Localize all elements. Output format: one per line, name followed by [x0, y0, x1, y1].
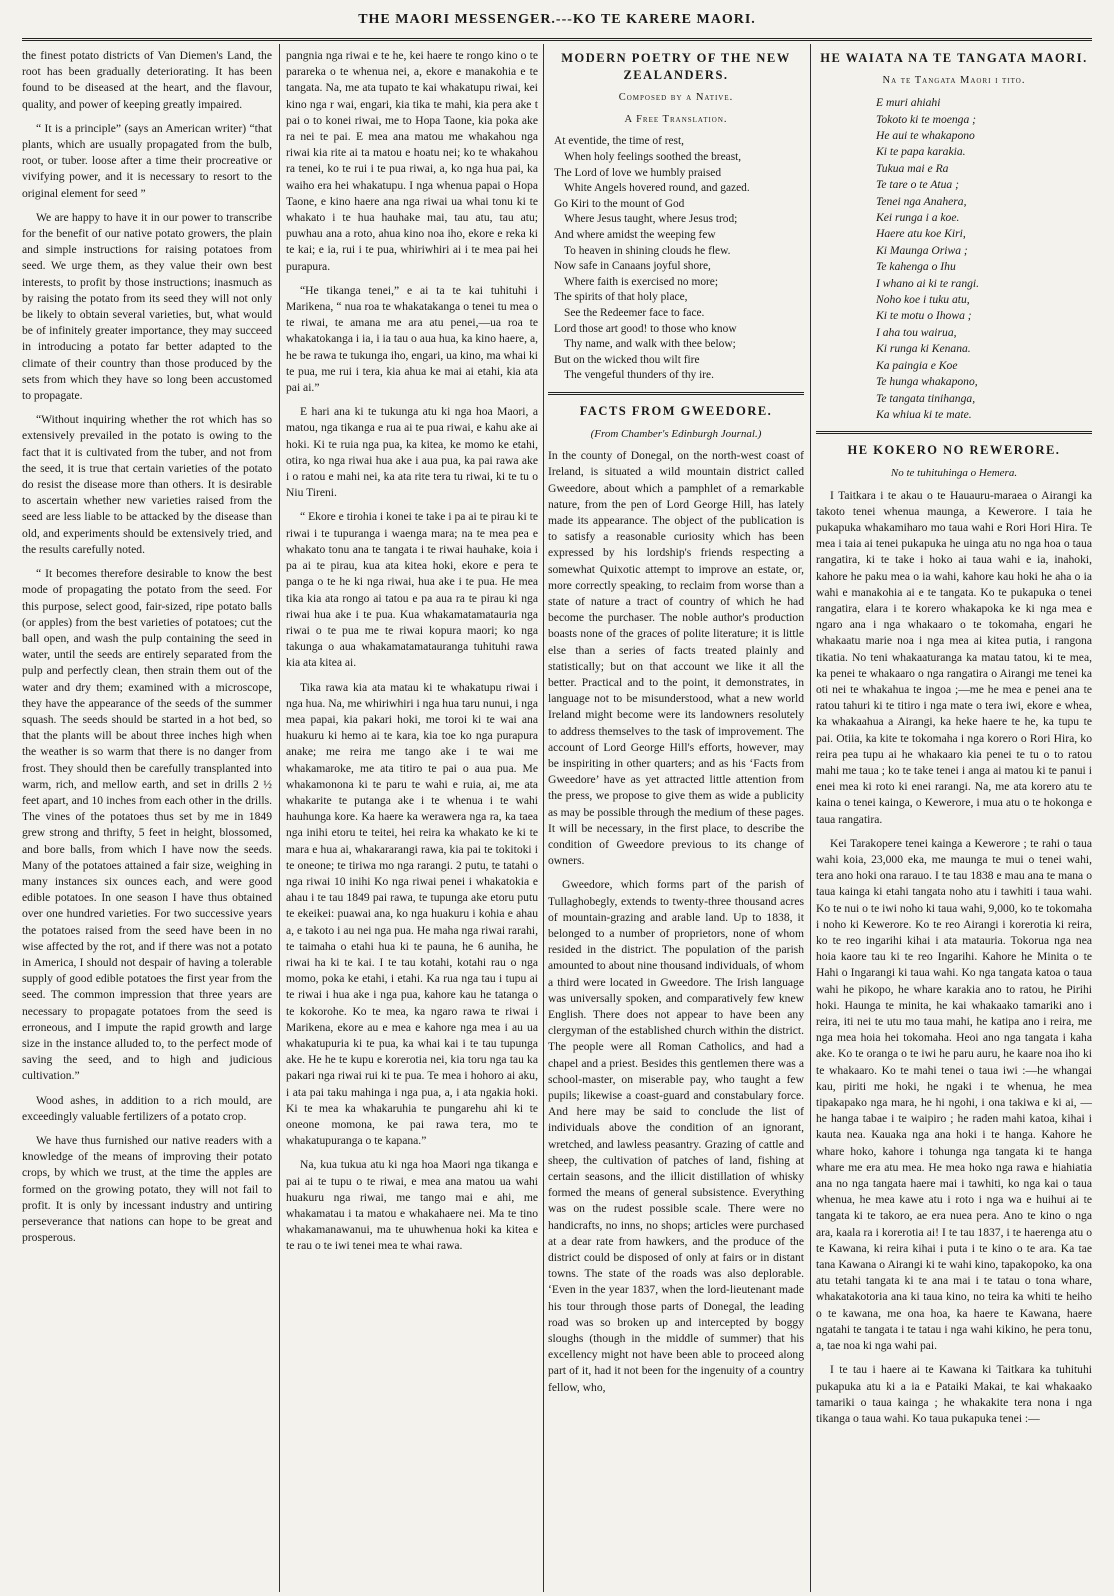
paragraph: Tika rawa kia ata matau ki te whakatupu riwai i nga hua. Na, me whiriwhiri i nga hua taru nunui, i nga mea papai, kia pakari hoki, me toroi ki te wai ana huakuru ki hemo ai te kara, kia toe ko nga purapura anake; me reira me tango ake i te wai me whakamaroke, me ata titiro te pai o aua pua. Me whakamonona ki te paru te wahi e ruia, ai, me ata whakarite te putanga ake i te whenua i te wahi hauhunga kore. Ka haere ka werawera nga ra, ka taea nga inihi etoru te teitei, hei reira ka whakato ke ki te mara e hua ai, whakararangi rawa, kia pai te tokitoki i te oneone; te tiriwa mo nga rarangi. 2 putu, te tatahi o nga riwai 10 inihi Ko nga riwai penei i whakatokia e ahau i te tau 1849 pai rawa, te tupunga ake etoru putu te ekeikei: puawai ana, ko nga huakuru i kohia e ahau a, e takoto i au nei nga pua. He maha nga riwai rarahi, te taimaha o etahi hua ki te pauna, he 6 auniha, he riwai ha ki te kai. I te tau kotahi, kotahi rau o nga momo, poka ke etahi, i etahi. Ka rua nga tau i tupu ai te riwai i hua ake i nga pua, kahore kau he tatanga o te kokorohe. Ko te mea, ka ngaro rawa te riwai i Marikena, ekore au e mea e kahore nga mea i au ua whakatupuria ki te pua, ka whai kai i te tau tupunga ake. He he te kupu e korerotia nei, kia toru nga tau ka pakari nga riwai rui ki te pua. Te mea i hohoro ai aku, i ata pai taku mahinga i nga pua, a, i ata ngakia hoki. Ki te mea ka whakaruhia te pungarehu ahi ki te oneone momona, ke pai rawa tera, mo te whakatupuranga o te kapana.” [286, 680, 538, 1148]
waiata-line: Tenei nga Anahera, [876, 194, 967, 208]
column-4-waiata-and-kokero [816, 48, 1092, 1588]
waiata-line: He aui te whakapono [876, 129, 975, 143]
poem-byline: Composed by a Native. [618, 92, 734, 103]
waiata-line: Ka paingia e Koe [876, 358, 958, 372]
poem-line: When holy feelings soothed the breast, [564, 151, 742, 163]
masthead-rule [22, 38, 1092, 41]
paragraph: pangnia nga riwai e te he, kei haere te rongo kino o te parareka o te whenua nei, a, ekore e manakohia e te tangata. Na, me ata tupato te kai whakatupu riwai, kei kino nga r wai, engari, kia tika te mahi, kia pera ake t pai o to konei riwai, me to Hopa Taone, kia poka ake ra nei te pai. E mea ana matou me whakahou nga riwai kia rite ai ta matou e hoatu nei; ko te whakahou ra tenei, ko te rui i te pua riwai, a, ko nga hua pai, ka waiho era hei whakatupu. I nga whenua papai o Hopa Taone, e kino haere ana nga riwai ua whai tonu ki te whakato i te hua hauhake mai, tau atu, tau atu; puwhau ana a roto, ahua kino noa iho, ekore e reka ki te kai; e ia, rui i te pua, whiriwhiri ai i te mea pai hei purapura. [286, 49, 538, 273]
waiata-line: Tukua mai e Ra [876, 161, 949, 175]
waiata-line: Te tare o te Atua ; [876, 178, 959, 192]
waiata-line: Noho koe i tuku atu, [876, 293, 970, 307]
poem-line: Now safe in Canaans joyful shore, [554, 260, 711, 273]
paragraph: I te tau i haere ai te Kawana ki Taitkara ka tuhituhi pukapuka atu ki a ia e Pataiki Makai, te kai whakaako tamariki o taua kainga ; he whakakite tera nona i nga tikanga o taua wahi. Ko taua pukapuka tenei :— [816, 1363, 1092, 1425]
waiata-line: Ki runga ki Kenana. [876, 342, 971, 356]
waiata-line: I aha tou wairua, [876, 325, 957, 339]
column-2-maori-translation [286, 48, 538, 1588]
paragraph: “ It is a principle” (says an American writer) “that plants, which are usually propagated from the bulb, root, or tuber. loose after a time their procreative or vivifying power, and it is necessary to resort to the original element for seed ” [22, 121, 272, 200]
poem-line: But on the wicked thou wilt fire [554, 353, 700, 366]
poem-translation-label: A Free Translation. [624, 114, 728, 126]
column-divider-3 [810, 44, 811, 1592]
kokero-title: HE KOKERO NO REWERORE. [847, 443, 1061, 458]
paragraph: We have thus furnished our native readers with a knowledge of the means of improving their potato crops, by which we trust, at the time the apples are formed on the growing potato, they will not fail to profit. It is only by incessant industry and untiring perseverance that nations can hope to be great and prosperous. [22, 1134, 272, 1245]
poem-line: Lord those art good! to those who know [554, 322, 737, 335]
paragraph: “He tikanga tenei,” e ai ta te kai tuhituhi i Marikena, “ nua roa te whakatakanga o tenei tu mea o te riwai, te amana me ara atu penei,—ua roa te whakatokanga i ia, i ia tau o aua hua, ka kino haere, a, he be rawa te tukunga iho, engari, ua kino, ma whai ki te pua, me rui i tera, kia ahua ke mai ai etahi, kia ata pai ai.” [286, 283, 538, 395]
waiata-line: Ki Maunga Oriwa ; [876, 243, 968, 257]
column-1-potato-article [22, 48, 272, 1588]
waiata-line: Ki te papa karakia. [876, 145, 966, 159]
paragraph: the finest potato districts of Van Diemen's Land, the root has been gradually deteriorating. It has been found to be diseased at the heart, and the flavour, quality, and power of keeping greatly impaired. [22, 49, 272, 111]
section-rule [816, 431, 1092, 434]
waiata-line: Haere atu koe Kiri, [876, 227, 966, 241]
paragraph: I Taitkara i te akau o te Hauauru-maraea o Airangi ka takoto tenei whenua maunga, a Kewerore. I taia he pukapuka whakamiharo mo taua wahi e Rori Hori Hira. Te mea i taia ai tenei pukapuka he uinga atu no nga hoa o taua rangatira, ki te take i hoko ai taua wahi e ia, inahoki, kahore he paku mea o ia wahi, kahore kau hoki he aha o ia wahi e manakohia ai e te tangata. Ko te pukapuka o tenei rangatira, elara i te korero whakapoka ke ki nga mea e ngaro ana i nga whakaaro o te tokomaha, engari he whakaatu marie noa i nga mea ai kitea putia, i rangona tikatia. No teni whakaaturanga ka matau tatou, ki te mea, ka penei te whakaaro o nga rangatira o Airangi me tenei ka oti nei te whakahua te ingoa ;—me he mea e penei ana te ratou tahuri ki te titiro i nga mate o tera iwi, ekore e whea, ka whakaahua a Airangi, ka heke haere te he, ka tupu te pai. Otiia, ka kite te tokomaha i nga korero o Rori Hira, ko reira pea tupu ai he whakaaro kia penei te tu o to ratou mahi me taua ; ko te take tenei i anga ai matou ki te panui i enei mea ki roto ki enei rarangi. Na, me ata korero atu te kaina o tenei kainga, o Kewerore, i mua atu o te hokonga e taua rangatira. [816, 488, 1092, 826]
poem-line: The spirits of that holy place, [554, 291, 688, 304]
kokero-source: No te tuhituhinga o Hemera. [890, 467, 1018, 480]
waiata-title: HE WAIATA NA TE TANGATA MAORI. [820, 51, 1088, 65]
paragraph: “ It becomes therefore desirable to know the best mode of propagating the potato from the seed. For this purpose, select good, fair-sized, ripe potato balls (or apples) from the best varieties of potatoes; cut the ball open, and wash the pulp containing the seed in water, until the seeds are entirely separated from the pulp and perfectly clean, then strain them out of the water and dry them; examined with a microscope, they have the appearance of the seeds of the summer squash. The seeds should be started in a hot bed, so that the plants will be about three inches high when the weather is so warm that there is no danger from frost. They should then be carefully transplanted into warm, rich, and mellow earth, and set in drills 2 ½ feet apart, and 10 inches from each other in the drills. The vines of the potatoes thus set by me in 1849 grew strong and thrifty, 5 feet in height, blossomed, and bore balls, from which I have now the seeds. Many of the potatoes attained a fair size, weighing in many instances six ounces each, and were good edible potatoes. In one season I have thus obtained over one hundred varieties. For two successive years the potatoes raised from the seed have been in no wise affected by the rot, and if there was not a potato in America, I should not despair of having a tolerable supply of good edible potatoes the first year from the seed. The common impression that three years are necessary to propagate potatoes from the seed is erroneous, and I impute the rapid growth and large size in the instance alluded to, to the perfect mode of saving the seed, and to high and judicious cultivation.” [22, 567, 272, 1083]
paragraph: Kei Tarakopere tenei kainga a Kewerore ; te rahi o taua wahi koia, 23,000 eka, me maunga te mui o tenei wahi, tera ano hoki ona rarauo. I te tau 1838 e mau ana te mana o taua kainga ki etahi tangata noho atu i tawhiti i taua wahi. Ko te nui o te iwi noho ki taua wahi, 9,000, ko te tokomaha i noho ki Kewerore. Ko te reo Airangi i korerotia ki reira, ko te reo ingarihi kihai i ata matauria. Tokorua nga nea hoia kaore tau ki te reo Ingarihi. Kahore he Minita o te Hahi o Ingarangi ki taua wahi. Ko nga tangata katoa o taua wahi he pikopo, he whare karakia ano to ratou, he Pirihi hoki. Haunga te minita, he kai whakaako tamariki ano i reira, iti nei te utu mo taua mahi, he katipa ano i reira, me nga mea hoia hei tokomaha. Heoi ano nga tangata i kaha ake. Ko te oranga o te iwi he paru auru, he kaare noa iho ki te whakaaro. Ko te mahi tenei o taua iwi :—he whangai kau, piriti me hoki, he ngaki i te whenua, he mea tipakapako nga mara, he hi ngohi, i ona takiwa e ki ai, —he hanga tabae i te waipiro ; he raden mahi katoa, kihai i kauta nea. Kauaka nga ana hoki i te hanga. Kahore he whare hoko, kahore i tohunga nga tangata ki te hanga whare me era atu mea. He mea hoko nga rawa e hiahiatia ana no nga tangata haere mai i tawhiti, ko nga kai o taua whenua, he mea kawe atu i roto i nga wa e huihui ai te tangata ki te takoro, ae era nuea pera. Ano te kino o nga ara, kaala ra i korerotia ai! I te tau 1837, i te haerenga atu o te Kawana, ki reira kihai i puta i te kino o te ara. Ka tae tana Kawana o Airangi ki te wahi kino, tapakopoko, ka ona atu tetahi tangata ki te ana mai i te tatau o tona whare, whakatakotoria ana ki taua kino, no teira ka whiti te heiho o te kawana, me ona hoa, ka haere te Kawana, haere ngatahi te tangata i te tatau i nga wahi kikino, he pera tonu, a, tae noa ki nga wahi pai. [816, 836, 1092, 1353]
paragraph: “Without inquiring whether the rot which has so extensively prevailed in the potato is owing to the fact that it is cultivated from the tuber, and not from the seed, it is true that certain varieties of the potato do resist the disease more than others. It is desirable to ascertain whether new varieties raised from the seed are less liable to be attacked by the disease than old, and experiments should be extensively tried, and the results carefully noted. [22, 413, 272, 556]
column-divider-1 [279, 44, 280, 1592]
column-3-poetry-and-gweedore [548, 48, 804, 1588]
paragraph: In the county of Donegal, on the north-west coast of Ireland, is situated a wild mountain district called Gweedore, about which a pamphlet of a remarkable nature, from the pen of Lord George Hill, has lately made its appearance. The object of the publication is to satisfy a reasonable curiosity which has been expressed by his lordship's friends respecting a somewhat Quixotic attempt to improve an estate, or, more correctly speaking, to reclaim from worse than a state of nature a tract of country of which he had become the purchaser. The noble author's production boasts none of the graces of polite literature; it is little else than a series of facts treated plainly and statistically; but on that account we like it all the better. Practical and to the point, it demonstrates, in language not to be misunderstood, what a new world Ireland might become were its landowners resolutely to address themselves to the task of improvement. The account of Lord George Hill's efforts, however, may be inspiriting in other quarters; and as his ‘Facts from Gweedore’ have as yet attracted little attention from the press, we propose to give them as wide a publicity as may be possible through the medium of these pages. It will be necessary, in the first place, to describe the condition of Gweedore previous to its change of owners. [548, 449, 804, 868]
column-divider-2 [543, 44, 544, 1592]
poem-line: Where faith is exercised no more; [564, 275, 719, 288]
paragraph: Wood ashes, in addition to a rich mould, are exceedingly valuable fertilizers of a potato crop. [22, 1093, 272, 1123]
waiata-line: Tokoto ki te moenga ; [876, 112, 977, 126]
poem-line: The vengeful thunders of thy ire. [564, 369, 714, 382]
paragraph: “ Ekore e tirohia i konei te take i pa ai te pirau ki te riwai i te tupuranga i waenga mara; na te mea pea e whakato tonu ana te tangata i te riwai hauhake, koia i pa ai te pirau, kua ata kitea hoki, ekore e pera te panga o te he ki nga riwai, hua ake i te pua. He mea tika kia ata rongo ai tatou e pa aua ra te pirau ki nga riwai hua ake i te pua. Kua whakamatamatauria nga riwai o te pua me te riwai kopura maori; ko nga takunga o aua whakamatamatauranga tuhituhi rawa kia ata kitea ai. [286, 510, 538, 670]
waiata-line: Te tangata tinihanga, [876, 391, 976, 405]
poem-lines [548, 134, 804, 384]
poem-line: White Angels hovered round, and gazed. [564, 182, 750, 195]
section-rule [548, 392, 804, 395]
paragraph: Na, kua tukua atu ki nga hoa Maori nga tikanga e pai ai te tupu o te riwai, e mea ana matou ua wahi huakuru nga riwai, me tango mai e ahi, me whakamatau i ta matou e whakahaere nei. Ma te tino whakamanawanui, ma te uhuwhenua hoki ka kitea e te rau o te iwi tenei mea te whai rawa. [286, 1158, 538, 1253]
waiata-line: Te hunga whakapono, [876, 375, 978, 389]
poem-line: The Lord of love we humbly praised [554, 166, 722, 179]
waiata-line: Te kahenga o Ihu [876, 260, 956, 274]
waiata-line: Ki te motu o Ihowa ; [876, 309, 972, 323]
waiata-line: I whano ai ki te rangi. [876, 276, 980, 290]
poem-line: See the Redeemer face to face. [564, 306, 705, 319]
poem-line: Go Kiri to the mount of God [554, 197, 685, 210]
waiata-line: Kei runga i a koe. [876, 211, 960, 225]
poem-title: MODERN POETRY OF THE NEW ZEALANDERS. [561, 51, 791, 82]
waiata-line: Ka whiua ki te mate. [876, 407, 972, 421]
paragraph: Gweedore, which forms part of the parish of Tullaghobegly, extends to twenty-three thousand acres of mountain-grazing and arable land. Up to 1838, it belonged to a number of proprietors, none of whom resided in the district. The population of the parish amounted to about nine thousand individuals, of whom a third were located in Gweedore. The Irish language was universally spoken, and comparatively few knew English. There does not appear to have been any clergyman of the established church within the district. The people were all Roman Catholics, and had a chapel and a priest. Besides this gentlemen there was a school-master, on miserable pay, who taught a few pupils; likewise a coast-guard and constabulary force. And here may be said to conclude the list of individuals above the condition of an ignorant, wretched, and lawless peasantry. Grazing of cattle and sheep, the cultivation of patches of land, fishing at certain seasons, and the illicit distillation of whisky formed the means of general subsistence. Everything was on the rudest possible scale. There were no handicrafts, no inns, no shops; articles were purchased at a dear rate from hawkers, and the produce of the district could be disposed of only at fairs or in distant towns. The state of the roads was also deplorable. ‘Even in the year 1837, when the lord-lieutenant made his tour through those parts of Donegal, the leading road was so broken up and intercepted by boggy sloughs (though in the middle of summer) that his excellency might not have been able to proceed along part of it, had it not been for the ingenuity of a country fellow, who, [548, 878, 804, 1394]
waiata-byline: Na te Tangata Maori i tito. [882, 75, 1026, 86]
poem-line: To heaven in shining clouds he flew. [564, 244, 731, 257]
poem-line: Thy name, and walk with thee below; [564, 338, 736, 351]
poem-line: And where amidst the weeping few [554, 228, 716, 241]
poem-line: Where Jesus taught, where Jesus trod; [564, 213, 738, 226]
waiata-lines [816, 95, 1092, 423]
facts-title: FACTS FROM GWEEDORE. [579, 403, 773, 418]
masthead: THE MAORI MESSENGER.---KO TE KARERE MAORI. [358, 12, 756, 27]
paragraph: E hari ana ki te tukunga atu ki nga hoa Maori, a matou, nga tikanga e rua ai te pua riwai, e kahu ake ai hoki. Ki te ruia nga pua, ka kitea, ke momo ke etahi, otira, ko nga riwai hua ake i aua pua, ka pai rawa ake i o ratou e mahi nei, ka ata rite tera tu riwai, ki te tu o Niu Tireni. [286, 405, 538, 500]
paragraph: We are happy to have it in our power to transcribe for the benefit of our native potato growers, the plain and simple instructions for raising potatoes from seed. We urge them, as they value their own best interests, to profit by those instructions; inasmuch as by raising the potato from its seed they will not only be likely to obtain several varieties, but, what would be of infinitely greater importance, they may succeed in introducing a potato far better adapted to the climate of their country than those produced by the sets from which they have so long been accustomed to propagate. [22, 210, 272, 403]
waiata-line: E muri ahiahi [876, 96, 941, 110]
poem-line: At eventide, the time of rest, [554, 135, 685, 148]
facts-source: (From Chamber's Edinburgh Journal.) [590, 427, 762, 440]
